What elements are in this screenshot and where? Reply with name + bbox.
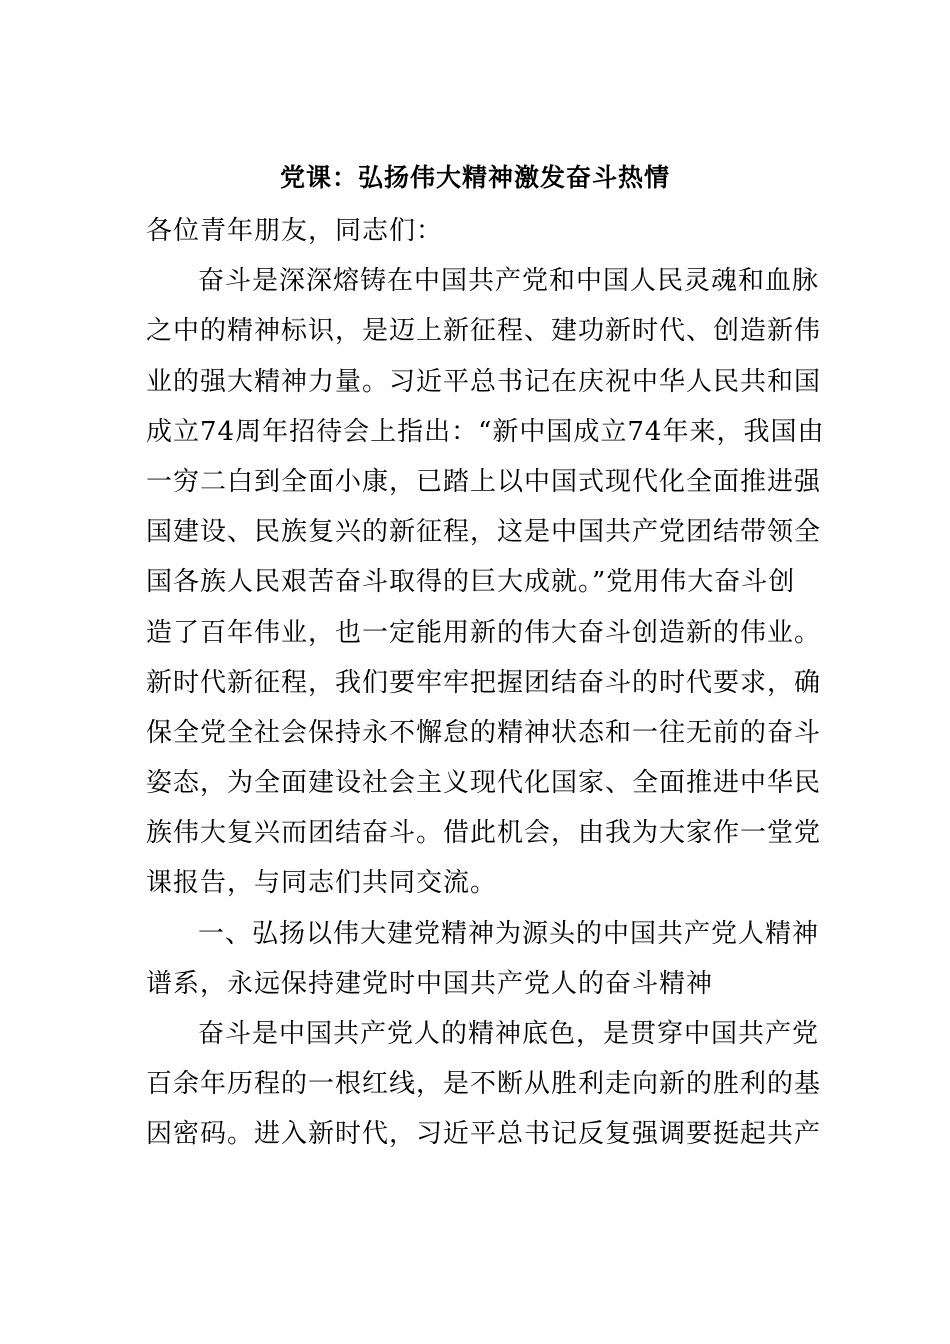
body-line: 成立74周年招待会上指出：“新中国成立74年来，我国由 bbox=[146, 416, 825, 447]
body-line: 一穷二白到全面小康，已踏上以中国式现代化全面推进强 bbox=[146, 466, 822, 497]
body-line: 业的强大精神力量。习近平总书记在庆祝中华人民共和国 bbox=[146, 366, 822, 397]
body-line: 姿态，为全面建设社会主义现代化国家、全面推进中华民 bbox=[146, 768, 822, 799]
body-line: 保全党全社会保持永不懈怠的精神状态和一往无前的奋斗 bbox=[146, 717, 822, 748]
body-line: 因密码。进入新时代，习近平总书记反复强调要挺起共产 bbox=[146, 1119, 822, 1150]
body-line: 造了百年伟业，也一定能用新的伟大奋斗创造新的伟业。 bbox=[146, 617, 822, 648]
body-line: 国建设、民族复兴的新征程，这是中国共产党团结带领全 bbox=[146, 517, 822, 548]
greeting-line: 各位青年朋友，同志们： bbox=[146, 216, 444, 246]
body-line: 百余年历程的一根红线，是不断从胜利走向新的胜利的基 bbox=[146, 1069, 822, 1100]
body-line: 奋斗是中国共产党人的精神底色，是贯穿中国共产党 bbox=[198, 1019, 820, 1049]
document-title: 党课：弘扬伟大精神激发奋斗热情 bbox=[279, 163, 670, 192]
body-line: 课报告，与同志们共同交流。 bbox=[146, 868, 498, 899]
document-body bbox=[146, 206, 825, 1160]
body-line: 奋斗是深深熔铸在中国共产党和中国人民灵魂和血脉 bbox=[198, 266, 820, 297]
body-line: 族伟大复兴而团结奋斗。借此机会，由我为大家作一堂党 bbox=[146, 818, 822, 849]
body-line: 新时代新征程，我们要牢牢把握团结奋斗的时代要求，确 bbox=[146, 667, 822, 698]
body-line: 之中的精神标识，是迈上新征程、建功新时代、创造新伟 bbox=[146, 316, 822, 347]
section-heading-line: 一、弘扬以伟大建党精神为源头的中国共产党人精神 bbox=[198, 918, 820, 949]
body-line: 国各族人民艰苦奋斗取得的巨大成就。”党用伟大奋斗创 bbox=[146, 567, 796, 598]
section-heading-line: 谱系，永远保持建党时中国共产党人的奋斗精神 bbox=[146, 968, 714, 999]
